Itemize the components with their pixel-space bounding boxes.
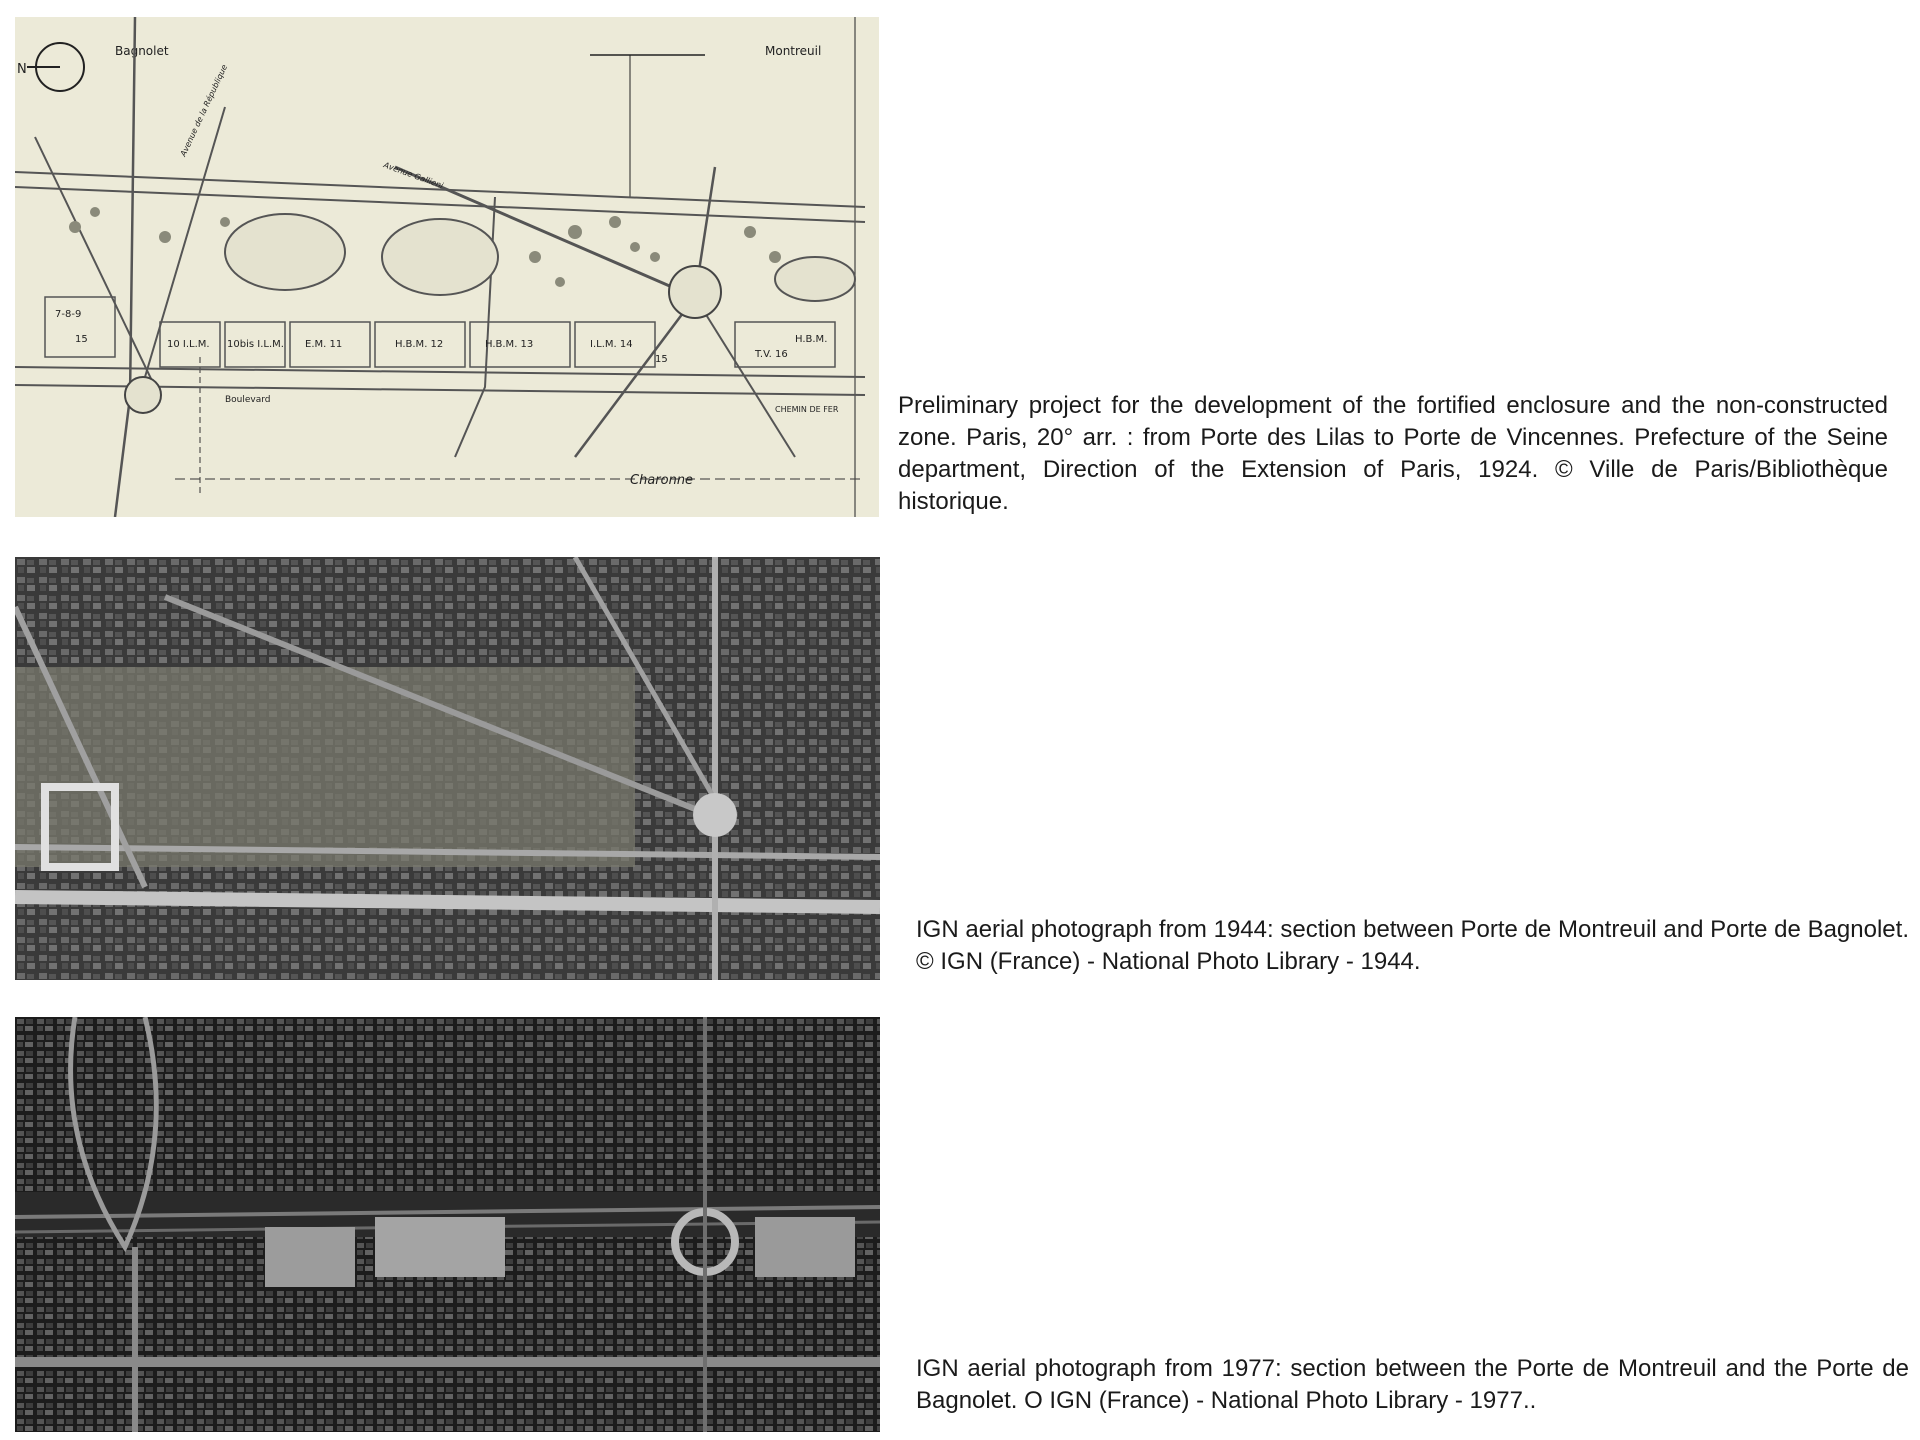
label-avenue-gallieni: Avenue Gallieni: [382, 160, 445, 191]
map-1924-drawing: [15, 17, 879, 517]
label-railway: CHEMIN DE FER: [775, 405, 839, 414]
north-label: N: [17, 62, 27, 77]
label-bagnolet: Bagnolet: [115, 44, 169, 58]
caption-aerial-1977: IGN aerial photograph from 1977: section between the Porte de Montreuil and the Porte de Bagnolet. O IGN (France) - National Photo Library - 1977..: [916, 1355, 1909, 1414]
plot-label: 15: [655, 354, 668, 365]
label-charonne: Charonne: [630, 473, 694, 488]
aerial-photo-1944-image: [15, 557, 880, 980]
plot-label: 7-8-9: [55, 309, 82, 320]
plot-label: T.V. 16: [755, 349, 788, 360]
plot-label: 10 I.L.M.: [167, 339, 210, 350]
map-1924-figure: [15, 17, 879, 517]
aerial-photo-1977: [15, 1017, 880, 1432]
label-boulevard: Boulevard: [225, 395, 271, 405]
plot-label: H.B.M.: [795, 334, 828, 345]
plot-label: H.B.M. 12: [395, 339, 444, 350]
aerial-photo-1977-image: [15, 1017, 880, 1432]
caption-aerial-1944: IGN aerial photograph from 1944: section between Porte de Montreuil and Porte de Bagnolet. © IGN (France) - National Photo Library - 1944.: [916, 916, 1909, 975]
label-avenue-republique: Avenue de la République: [178, 63, 230, 158]
plot-label: H.B.M. 13: [485, 339, 534, 350]
plot-label: 15: [75, 334, 88, 345]
aerial-photo-1944: [15, 557, 880, 980]
plot-label: 10bis I.L.M.: [227, 339, 284, 350]
label-montreuil: Montreuil: [765, 44, 822, 58]
caption-map-1924: Preliminary project for the development of the fortified enclosure and the non-constructed zone. Paris, 20° arr. : from Porte des Lilas to Porte de Vincennes. Prefecture of the Seine department, Direction of the Extension of Paris, 1924. © Ville de Paris/Bibliothèque historique.: [898, 392, 1888, 515]
plot-label: I.L.M. 14: [590, 339, 633, 350]
plot-label: E.M. 11: [305, 339, 343, 350]
